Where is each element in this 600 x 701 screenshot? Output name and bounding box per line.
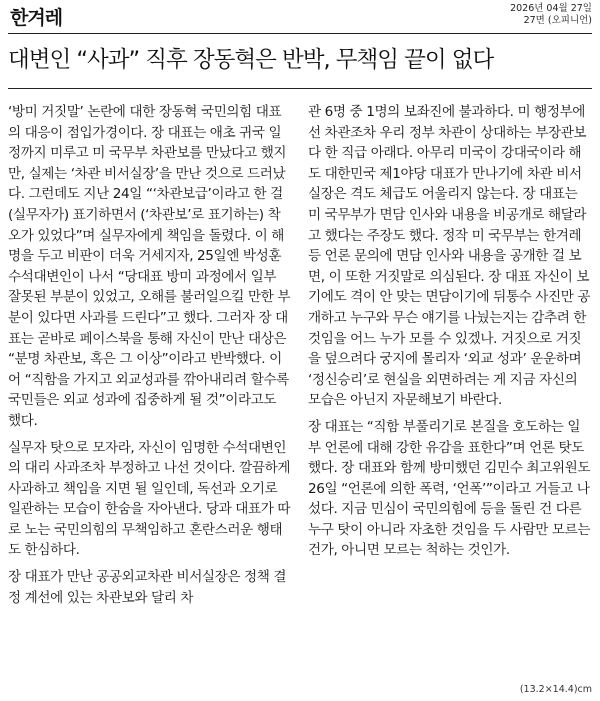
article-column-left xyxy=(8,102,292,608)
top-rule xyxy=(8,33,592,34)
newspaper-logo: 한겨레 xyxy=(10,7,63,29)
paragraph: 장 대표는 “직함 부풀리기로 본질을 호도하는 일부 언론에 대해 강한 유감을 표한다”며 언론 탓도 했다. 장 대표와 함께 방미했던 김민수 최고위원도 26일 “언론에 의한 폭력, ‘언폭’”이라고 거들고 나섰다. 지금 민심이 국민의힘에 등을 돌린 건 다른 누구 탓이 아니라 자초한 것임을 두 사람만 모르는 건가, 아니면 모르는 척하는 것인가. xyxy=(308,418,591,559)
article-column-right xyxy=(308,102,592,561)
clipping-size: (13.2×14.4)cm xyxy=(519,684,592,695)
article-headline: 대변인 “사과” 직후 장동혁은 반박, 무책임 끝이 없다 xyxy=(8,47,494,73)
paragraph: 실무자 탓으로 모자라, 자신이 임명한 수석대변인의 대리 사과조차 부정하고 나선 것이다. 깔끔하게 사과하고 책임을 지면 될 일인데, 독선과 오기로 일관하는 모습이 한숨을 자아낸다. 당과 대표가 따로 노는 국민의힘의 무책임하고 혼란스러운 행태도 한심하다. xyxy=(8,439,291,559)
headline-rule xyxy=(8,88,592,89)
paragraph: 장 대표가 만난 공공외교차관 비서실장은 정책 결정 계선에 있는 차관보와 달리 차 xyxy=(8,569,287,606)
publication-meta xyxy=(510,3,592,27)
publication-date: 2026년 04월 27일 xyxy=(510,3,592,14)
paragraph: 관 6명 중 1명의 보좌진에 불과하다. 미 행정부에선 차관조차 우리 정부 차관이 상대하는 부장관보다 한 직급 아래다. 아무리 미국이 강대국이라 해도 대한민국 제1야당 대표가 만나기에 차관 비서실장은 격도 체급도 어울리지 않는다. 장 대표는 미 국무부가 면담 인사와 내용을 비공개로 해달라고 했다는 주장도 했다. 정작 미 국무부는 한겨레 등 언론 문의에 면담 인사와 내용을 공개한 걸 보면, 이 또한 거짓말로 의심된다. 장 대표 자신이 보기에도 격이 안 맞는 면담이기에 뒤통수 사진만 공개하고 누구와 무슨 얘기를 나눴는지는 감추려 한 것임을 어느 누가 모를 수 있겠나. 거짓으로 거짓을 덮으려다 궁지에 몰리자 ‘외교 성과’ 운운하며 ‘정신승리’로 현실을 외면하려는 게 지금 자신의 모습은 아닌지 자문해보기 바란다. xyxy=(308,104,591,409)
page-section: 27면 (오피니언) xyxy=(523,15,592,26)
paragraph: ‘방미 거짓말’ 논란에 대한 장동혁 국민의힘 대표의 대응이 점입가경이다. 장 대표는 애초 귀국 일정까지 미루고 미 국무부 차관보를 만났다고 했지만, 실제는 ‘차관 비서실장’을 만난 것으로 드러났다. 그런데도 지난 24일 “‘차관보급’이라고 한 걸 (실무자가) 표기하면서 (‘차관보’로 표기하는) 착오가 있었다”며 실무자에게 책임을 돌렸다. 이 해명을 두고 비판이 더욱 거세지자, 25일엔 박성훈 수석대변인이 나서 “당대표 방미 과정에서 일부 잘못된 부분이 있었고, 오해를 불러일으킬 만한 부분이 있다면 사과를 드린다”고 했다. 그러자 장 대표는 곧바로 페이스북을 통해 자신이 만난 대상은 “분명 차관보, 혹은 그 이상”이라고 반박했다. 이어 “직함을 가지고 외교성과를 깎아내리려 할수록 국민들은 외교 성과에 집중하게 될 것”이라고도 했다. xyxy=(8,104,291,429)
masthead xyxy=(8,2,592,32)
